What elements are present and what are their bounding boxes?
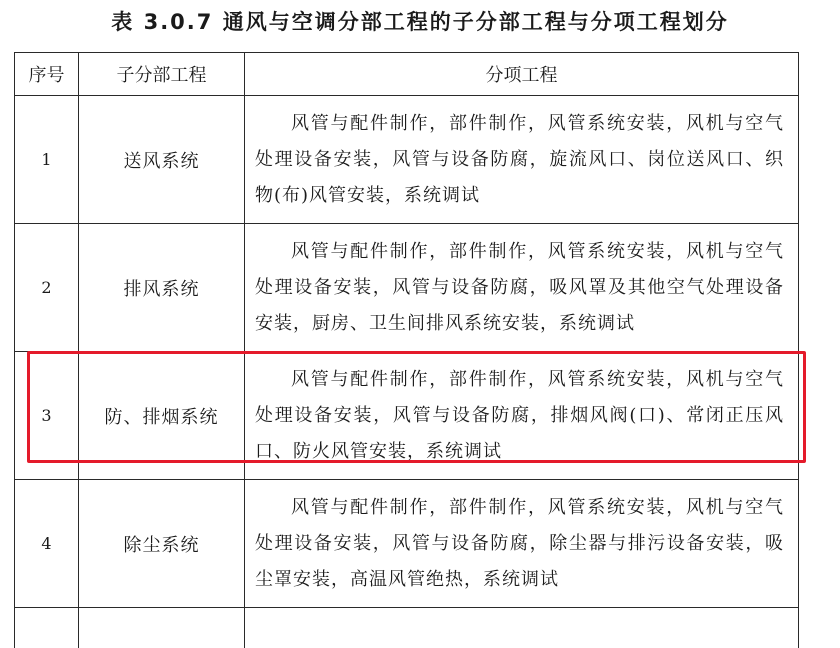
- item-list: 风管与配件制作，部件制作，风管系统安装，风机与空气处理设备安装，风管与设备防腐，排烟风阀(口)、常闭正压风口、防火风管安装，系统调试: [245, 352, 799, 480]
- header-items: 分项工程: [245, 53, 799, 96]
- header-no: 序号: [15, 53, 79, 96]
- item-list: 风管与配件制作，部件制作，风管系统安装，风机与空气处理设备安装，风管与设备防腐，除尘器与排污设备安装，吸尘罩安装，高温风管绝热，系统调试: [245, 480, 799, 608]
- subdivision-name: 防、排烟系统: [79, 352, 245, 480]
- empty-cell: [15, 608, 79, 648]
- table-row: [15, 96, 799, 224]
- table-title: 表 3.0.7 通风与空调分部工程的子分部工程与分项工程划分: [111, 10, 729, 34]
- row-number: 4: [15, 480, 79, 608]
- subdivision-name: 除尘系统: [79, 480, 245, 608]
- header-row: [15, 53, 799, 96]
- item-list: 风管与配件制作，部件制作，风管系统安装，风机与空气处理设备安装，风管与设备防腐，吸风罩及其他空气处理设备安装，厨房、卫生间排风系统安装，系统调试: [245, 224, 799, 352]
- subdivision-name: 送风系统: [79, 96, 245, 224]
- table-row: [15, 480, 799, 608]
- empty-cell: [245, 608, 799, 648]
- row-number: 2: [15, 224, 79, 352]
- subdivision-name: 排风系统: [79, 224, 245, 352]
- table-row: [15, 224, 799, 352]
- row-number: 1: [15, 96, 79, 224]
- division-table: [14, 52, 799, 648]
- empty-cell: [79, 608, 245, 648]
- table-row: [15, 352, 799, 480]
- table-row-partial: [15, 608, 799, 648]
- item-list: 风管与配件制作，部件制作，风管系统安装，风机与空气处理设备安装，风管与设备防腐，旋流风口、岗位送风口、织物(布)风管安装，系统调试: [245, 96, 799, 224]
- header-subdivision: 子分部工程: [79, 53, 245, 96]
- row-number: 3: [15, 352, 79, 480]
